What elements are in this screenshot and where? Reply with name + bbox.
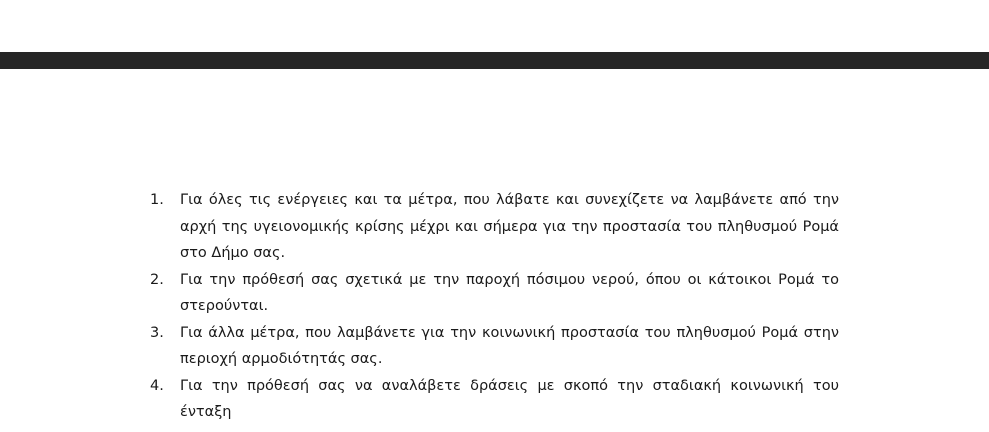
list-item-number: 2.: [150, 271, 164, 288]
list-item-text: Για άλλα μέτρα, που λαμβάνετε για την κοινωνική προστασία του πληθυσμού Ρομά στην περιοχή αρμοδιότητάς σας.: [180, 324, 839, 367]
list-item-number: 4.: [150, 377, 164, 394]
list-item: [150, 320, 839, 373]
top-toolbar-bar: [0, 52, 989, 69]
list-item-number: 1.: [150, 192, 164, 208]
list-item-text: Για την πρόθεσή σας σχετικά με την παροχή πόσιμου νερού, όπου οι κάτοικοι Ρομά το στερούνται.: [180, 271, 839, 314]
list-item: [150, 373, 839, 426]
list-item-text: Για όλες τις ενέργειες και τα μέτρα, που λάβατε και συνεχίζετε να λαμβάνετε από την αρχή της υγειονομικής κρίσης μέχρι και σήμερα για την προστασία του πληθυσμού Ρομά στο Δήμο σας.: [180, 192, 839, 261]
numbered-list: [150, 187, 839, 426]
list-item: [150, 267, 839, 320]
list-item: [150, 187, 839, 267]
list-item-text: Για την πρόθεσή σας να αναλάβετε δράσεις με σκοπό την σταδιακή κοινωνική του ένταξη: [180, 377, 839, 420]
list-item-number: 3.: [150, 324, 164, 341]
